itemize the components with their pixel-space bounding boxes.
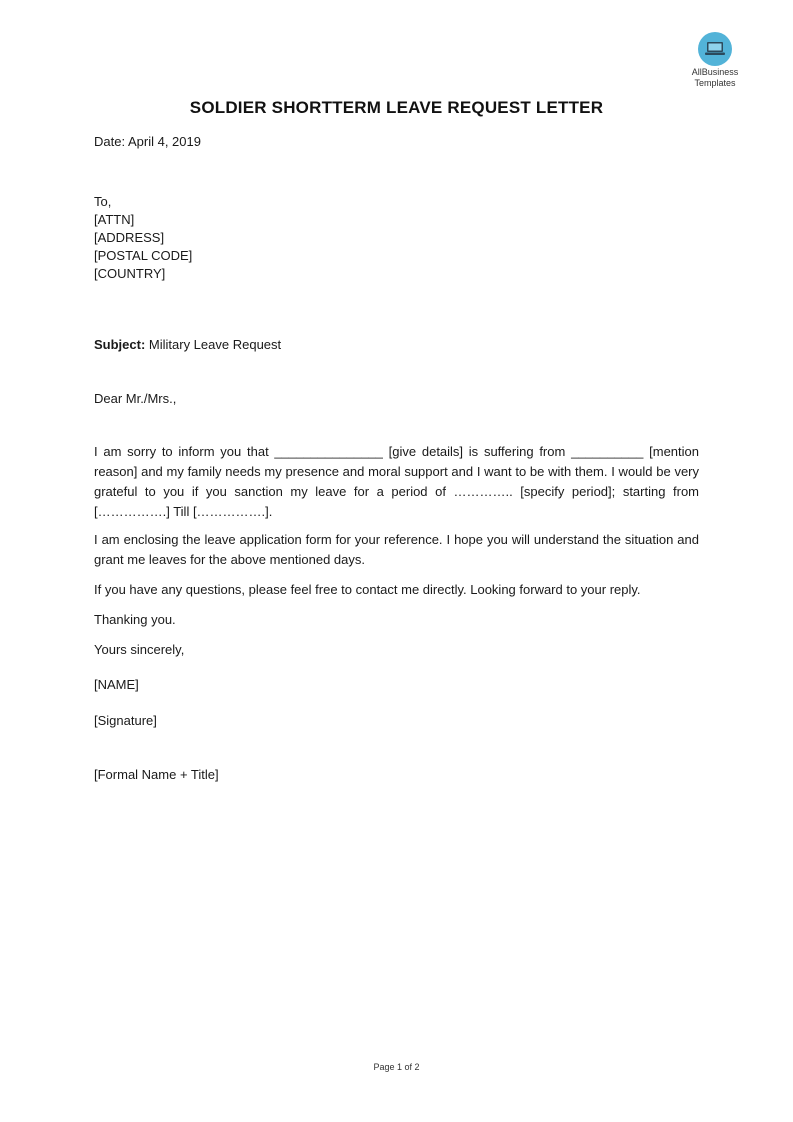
address-country: [COUNTRY] <box>94 266 166 281</box>
brand-logo <box>684 32 746 88</box>
closing-sincerely: Yours sincerely, <box>94 642 185 657</box>
body-paragraph-1: I am sorry to inform you that _______________ [give details] is suffering from __________ [mention reason] and my family needs my presence and moral support and I want to be with them. I would be very grateful to you if you sanction my leave for a period of ………….. [specify period]; starting from […………….] Till […………….]. <box>94 444 699 519</box>
salutation: Dear Mr./Mrs., <box>94 391 177 406</box>
address-street: [ADDRESS] <box>94 230 165 245</box>
laptop-icon <box>698 32 732 66</box>
logo-text-line1: AllBusiness <box>691 67 739 77</box>
page-number: Page 1 of 2 <box>373 1062 420 1072</box>
document-title: SOLDIER SHORTTERM LEAVE REQUEST LETTER <box>189 98 604 117</box>
address-attn: [ATTN] <box>94 212 135 227</box>
address-to: To, <box>94 194 112 209</box>
subject-line <box>94 336 281 354</box>
closing-thanks: Thanking you. <box>94 612 176 627</box>
closing-signature: [Signature] <box>94 713 157 728</box>
subject-label: Subject: <box>94 337 146 352</box>
closing-formal-name: [Formal Name + Title] <box>94 767 219 782</box>
body-paragraph-3: If you have any questions, please feel free to contact me directly. Looking forward to your reply. <box>94 582 641 597</box>
logo-text-line2: Templates <box>694 78 736 88</box>
subject-text: Military Leave Request <box>145 337 282 352</box>
body-paragraph-2: I am enclosing the leave application form for your reference. I hope you will understand the situation and grant me leaves for the above mentioned days. <box>94 532 699 567</box>
date-line: Date: April 4, 2019 <box>94 134 201 149</box>
address-postal: [POSTAL CODE] <box>94 248 193 263</box>
closing-name: [NAME] <box>94 677 139 692</box>
